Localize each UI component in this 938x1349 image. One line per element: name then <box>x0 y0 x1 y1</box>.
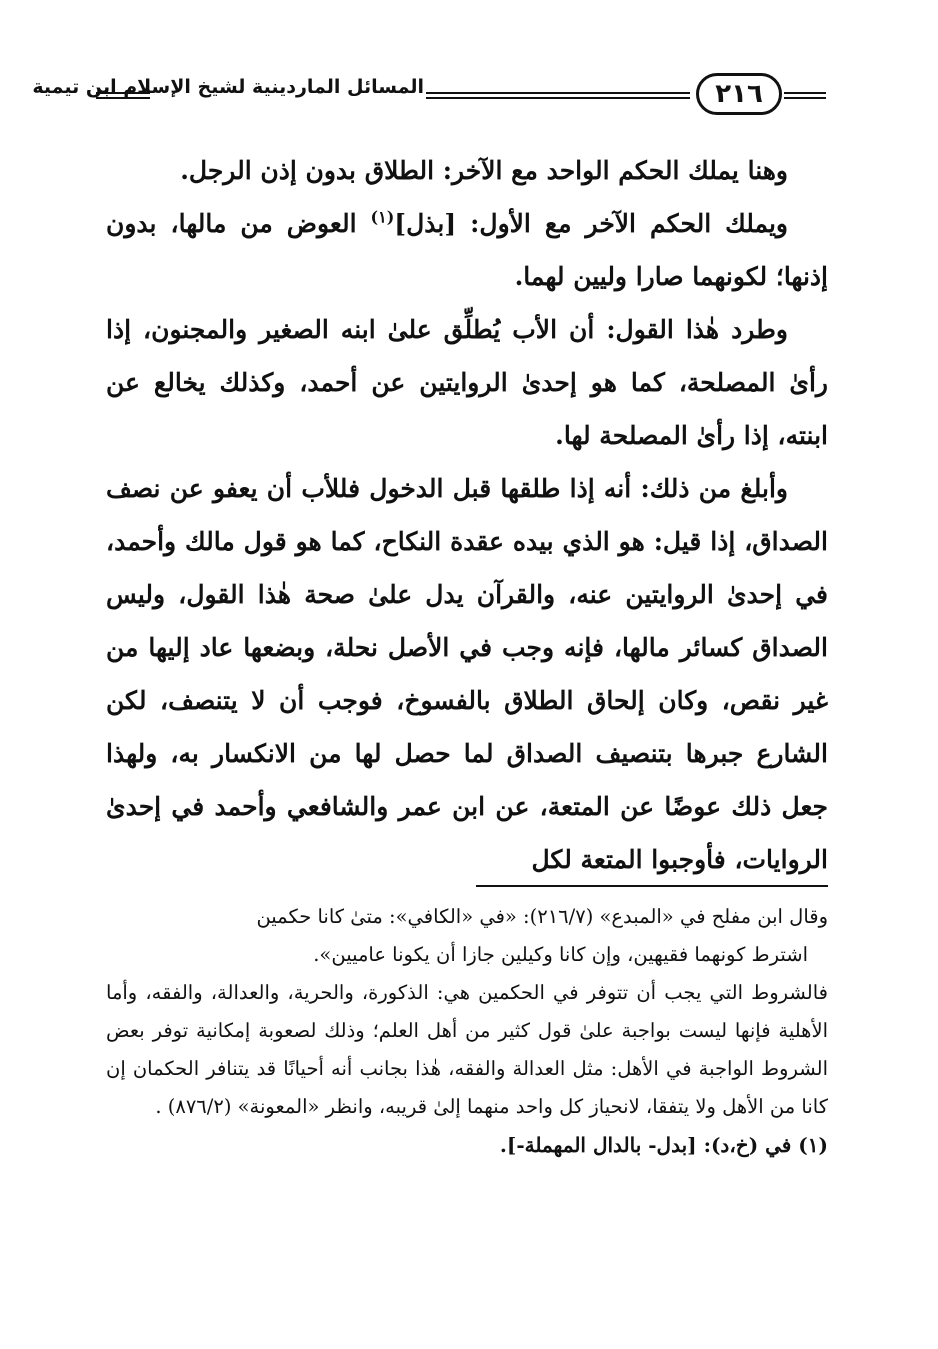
page-number-badge <box>696 73 782 115</box>
main-text <box>106 144 828 886</box>
paragraph-2 <box>106 197 828 303</box>
page-header <box>32 70 826 126</box>
footnote-note-line-2: اشترط كونهما فقيهين، وإن كانا وكيلين جازا أن يكونا عاميين». <box>313 943 808 966</box>
paragraph-3: وطرد هٰذا القول: أن الأب يُطلِّق علىٰ ابنه الصغير والمجنون، إذا رأىٰ المصلحة، كما هو إحدىٰ الروايتين عن أحمد، وكذلك يخالع عن ابنته، إذا رأىٰ المصلحة لها. <box>106 315 828 450</box>
header-rule-right-second <box>784 97 826 99</box>
footnote-1: (١) في (خ،د): [بدل- بالدال المهملة-]. <box>499 1133 828 1157</box>
paragraph-1: وهنا يملك الحكم الواحد مع الآخر: الطلاق بدون إذن الرجل. <box>180 156 788 185</box>
header-rule-middle-second <box>426 97 690 99</box>
footnote-note-line-1: وقال ابن مفلح في «المبدع» (٢١٦/٧): «في «الكافي»: متىٰ كانا حكمين <box>256 905 828 928</box>
paragraph-2-start: ويملك الحكم الآخر مع الأول: [بذل] <box>394 209 788 238</box>
header-rule-middle <box>426 92 690 94</box>
footnote-separator <box>476 885 828 887</box>
page-number: ٢١٦ <box>715 79 763 109</box>
header-rule-right <box>784 92 826 94</box>
footnotes <box>106 898 828 1164</box>
running-title: المسائل الماردينية لشيخ الإسلام ابن تيمية <box>32 76 424 98</box>
paragraph-4: وأبلغ من ذلك: أنه إذا طلقها قبل الدخول فللأب أن يعفو عن نصف الصداق، إذا قيل: هو الذي بيده عقدة النكاح، كما هو قول مالك وأحمد، في إحدىٰ الروايتين عنه، والقرآن يدل علىٰ صحة هٰذا القول، وليس الصداق كسائر مالها، فإنه وجب في الأصل نحلة، وبضعها عاد إليها من غير نقص، وكان إلحاق الطلاق بالفسوخ، فوجب أن لا يتنصف، لكن الشارع جبرها بتنصيف الصداق لما حصل لها من الانكسار به، ولهذا جعل ذلك عوضًا عن المتعة، عن ابن عمر والشافعي وأحمد في إحدىٰ الروايات، فأوجبوا المتعة لكل <box>106 474 828 874</box>
paragraph-2-end: العوض من مالها، بدون إذنها؛ لكونهما صارا وليين لهما. <box>106 209 828 291</box>
footnote-note-paragraph-2: فالشروط التي يجب أن تتوفر في الحكمين هي: الذكورة، والحرية، والعدالة، والفقه، وأما الأهلية فإنها ليست بواجبة علىٰ قول كثير من أهل العلم؛ وذلك لصعوبة إمكانية توفر بعض الشروط الواجبة في الأهل: مثل العدالة والفقه، هٰذا بجانب أنه أحيانًا قد يتنافر الحكمان إن كانا من الأهل ولا يتفقا، لانحياز كل واحد منهما إلىٰ قريبه، وانظر «المعونة» (٨٧٦/٢) . <box>106 981 828 1118</box>
footnote-marker: (١) <box>370 207 395 227</box>
